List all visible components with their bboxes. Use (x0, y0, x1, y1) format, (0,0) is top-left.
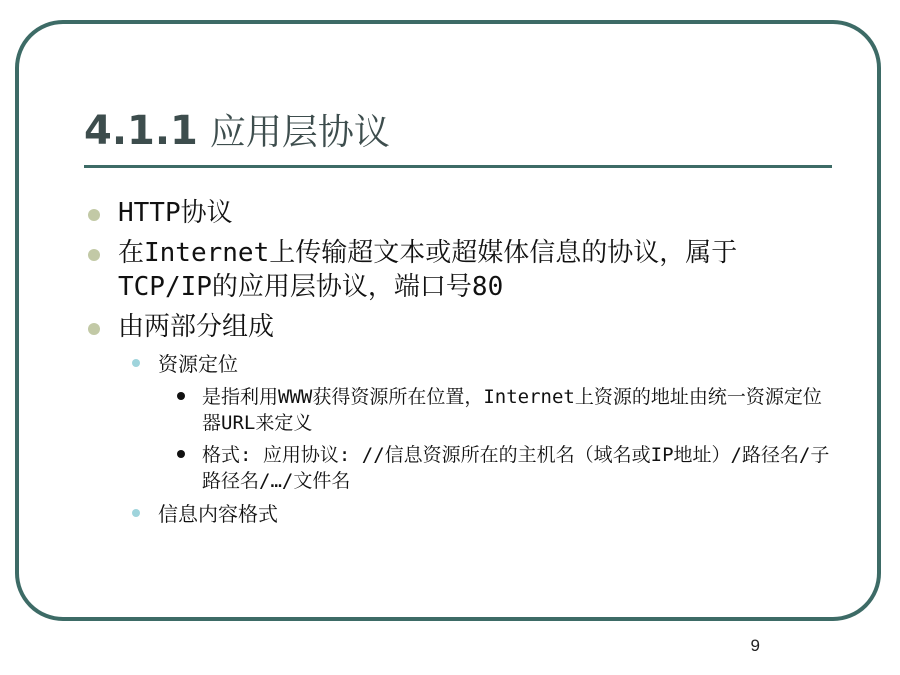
list-item-text: 格式: 应用协议: //信息资源所在的主机名（域名或IP地址）/路径名/子路径名/…/文件名 (202, 444, 830, 492)
bullet-icon (177, 450, 185, 458)
bullet-icon (88, 323, 100, 335)
list-item-text: 是指利用WWW获得资源所在位置，Internet上资源的地址由统一资源定位器URL来定义 (202, 386, 822, 434)
list-item (80, 500, 830, 528)
list-item (80, 384, 830, 436)
bullet-icon (132, 509, 140, 517)
list-item (80, 236, 830, 304)
title-number: 4.1.1 (84, 108, 198, 154)
bullet-icon (88, 249, 100, 261)
bullet-icon (177, 392, 185, 400)
list-item-text: HTTP协议 (118, 198, 233, 228)
bullet-icon (132, 359, 140, 367)
title-underline (84, 165, 832, 168)
title-text: 应用层协议 (209, 112, 390, 153)
bullet-icon (88, 209, 100, 221)
list-item-text: 在Internet上传输超文本或超媒体信息的协议，属于TCP/IP的应用层协议，端口号80 (118, 238, 738, 302)
page-number: 9 (750, 636, 760, 655)
list-item-text: 资源定位 (158, 352, 238, 376)
slide-title (84, 104, 390, 164)
list-item (80, 310, 830, 344)
list-item (80, 442, 830, 494)
list-item (80, 196, 830, 230)
list-item-text: 由两部分组成 (118, 312, 275, 342)
bullet-list (80, 196, 830, 534)
list-item-text: 信息内容格式 (158, 502, 278, 526)
list-item (80, 350, 830, 378)
